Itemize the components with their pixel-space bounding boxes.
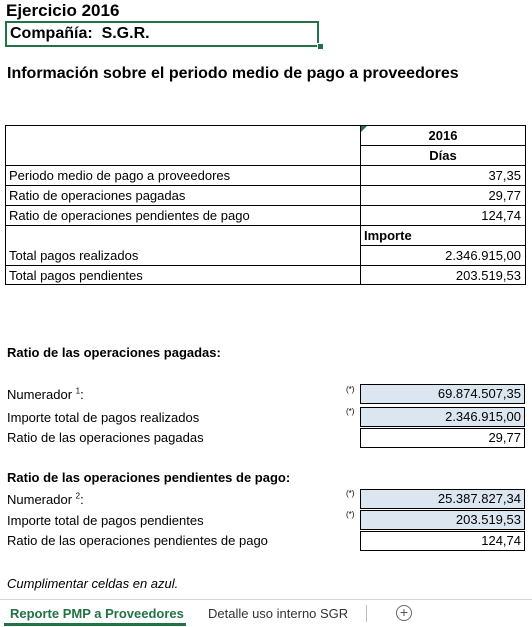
pending-ratio-label: Ratio de las operaciones pendientes de pago <box>7 533 268 548</box>
pending-total-input[interactable]: 203.519,53 <box>360 510 525 530</box>
table-row-value[interactable]: 2.346.915,00 <box>445 248 521 263</box>
amount-header: Importe <box>364 228 412 243</box>
sheet-tab-bar <box>0 599 532 627</box>
paid-ratio-value[interactable]: 29,77 <box>360 428 525 448</box>
footnote-1: 1 <box>75 386 81 396</box>
table-row-value[interactable]: 29,77 <box>488 188 521 203</box>
active-tab-indicator <box>4 623 186 626</box>
table-row-label: Ratio de operaciones pagadas <box>9 188 186 203</box>
exercise-year: Ejercicio 2016 <box>6 1 120 20</box>
tab-separator <box>366 605 367 622</box>
pending-total-label: Importe total de pagos pendientes <box>7 513 204 528</box>
paid-total-input[interactable]: 2.346.915,00 <box>360 407 525 427</box>
pending-numerator-input[interactable]: 25.387.827,34 <box>360 489 525 509</box>
table-row-value[interactable]: 37,35 <box>488 168 521 183</box>
paid-section-title: Ratio de las operaciones pagadas: <box>7 345 221 360</box>
tab-reporte-pmp[interactable] <box>0 600 190 627</box>
input-marker: (*) <box>346 489 355 498</box>
tab-detalle-uso-interno[interactable]: Detalle uso interno SGR <box>208 606 349 621</box>
tab-label: Reporte PMP a Proveedores <box>10 606 184 621</box>
paid-total-label: Importe total de pagos realizados <box>7 410 200 425</box>
company-cell[interactable]: Compañía: S.G.R. <box>5 21 319 47</box>
footnote-2: 2 <box>75 491 81 501</box>
fill-handle[interactable] <box>317 43 324 50</box>
add-sheet-icon[interactable]: + <box>396 605 412 621</box>
page-title: Información sobre el periodo medio de pago a proveedores <box>7 65 459 82</box>
table-row-label: Periodo medio de pago a proveedores <box>9 168 231 183</box>
input-marker: (*) <box>346 407 355 416</box>
table-row-value[interactable]: 124,74 <box>481 208 521 223</box>
input-marker: (*) <box>346 385 355 394</box>
pending-ratio-value[interactable]: 124,74 <box>360 531 525 551</box>
paid-numerator-label: Numerador $^1$: <box>7 386 84 402</box>
pending-section-title: Ratio de las operaciones pendientes de pago: <box>7 470 291 485</box>
paid-numerator-input[interactable]: 69.874.507,35 <box>360 384 525 404</box>
days-header: Días <box>429 148 457 163</box>
summary-table <box>5 125 526 285</box>
table-row-value[interactable]: 203.519,53 <box>455 268 521 283</box>
table-row-label: Ratio de operaciones pendientes de pago <box>9 208 250 223</box>
fill-instructions-note: Cumplimentar celdas en azul. <box>7 576 179 591</box>
input-marker: (*) <box>346 510 355 519</box>
table-row-label: Total pagos realizados <box>9 248 139 263</box>
table-row-label: Total pagos pendientes <box>9 268 143 283</box>
paid-ratio-label: Ratio de las operaciones pagadas <box>7 430 204 445</box>
pending-numerator-label: Numerador $^2$: <box>7 491 84 507</box>
year-header: 2016 <box>428 128 458 143</box>
